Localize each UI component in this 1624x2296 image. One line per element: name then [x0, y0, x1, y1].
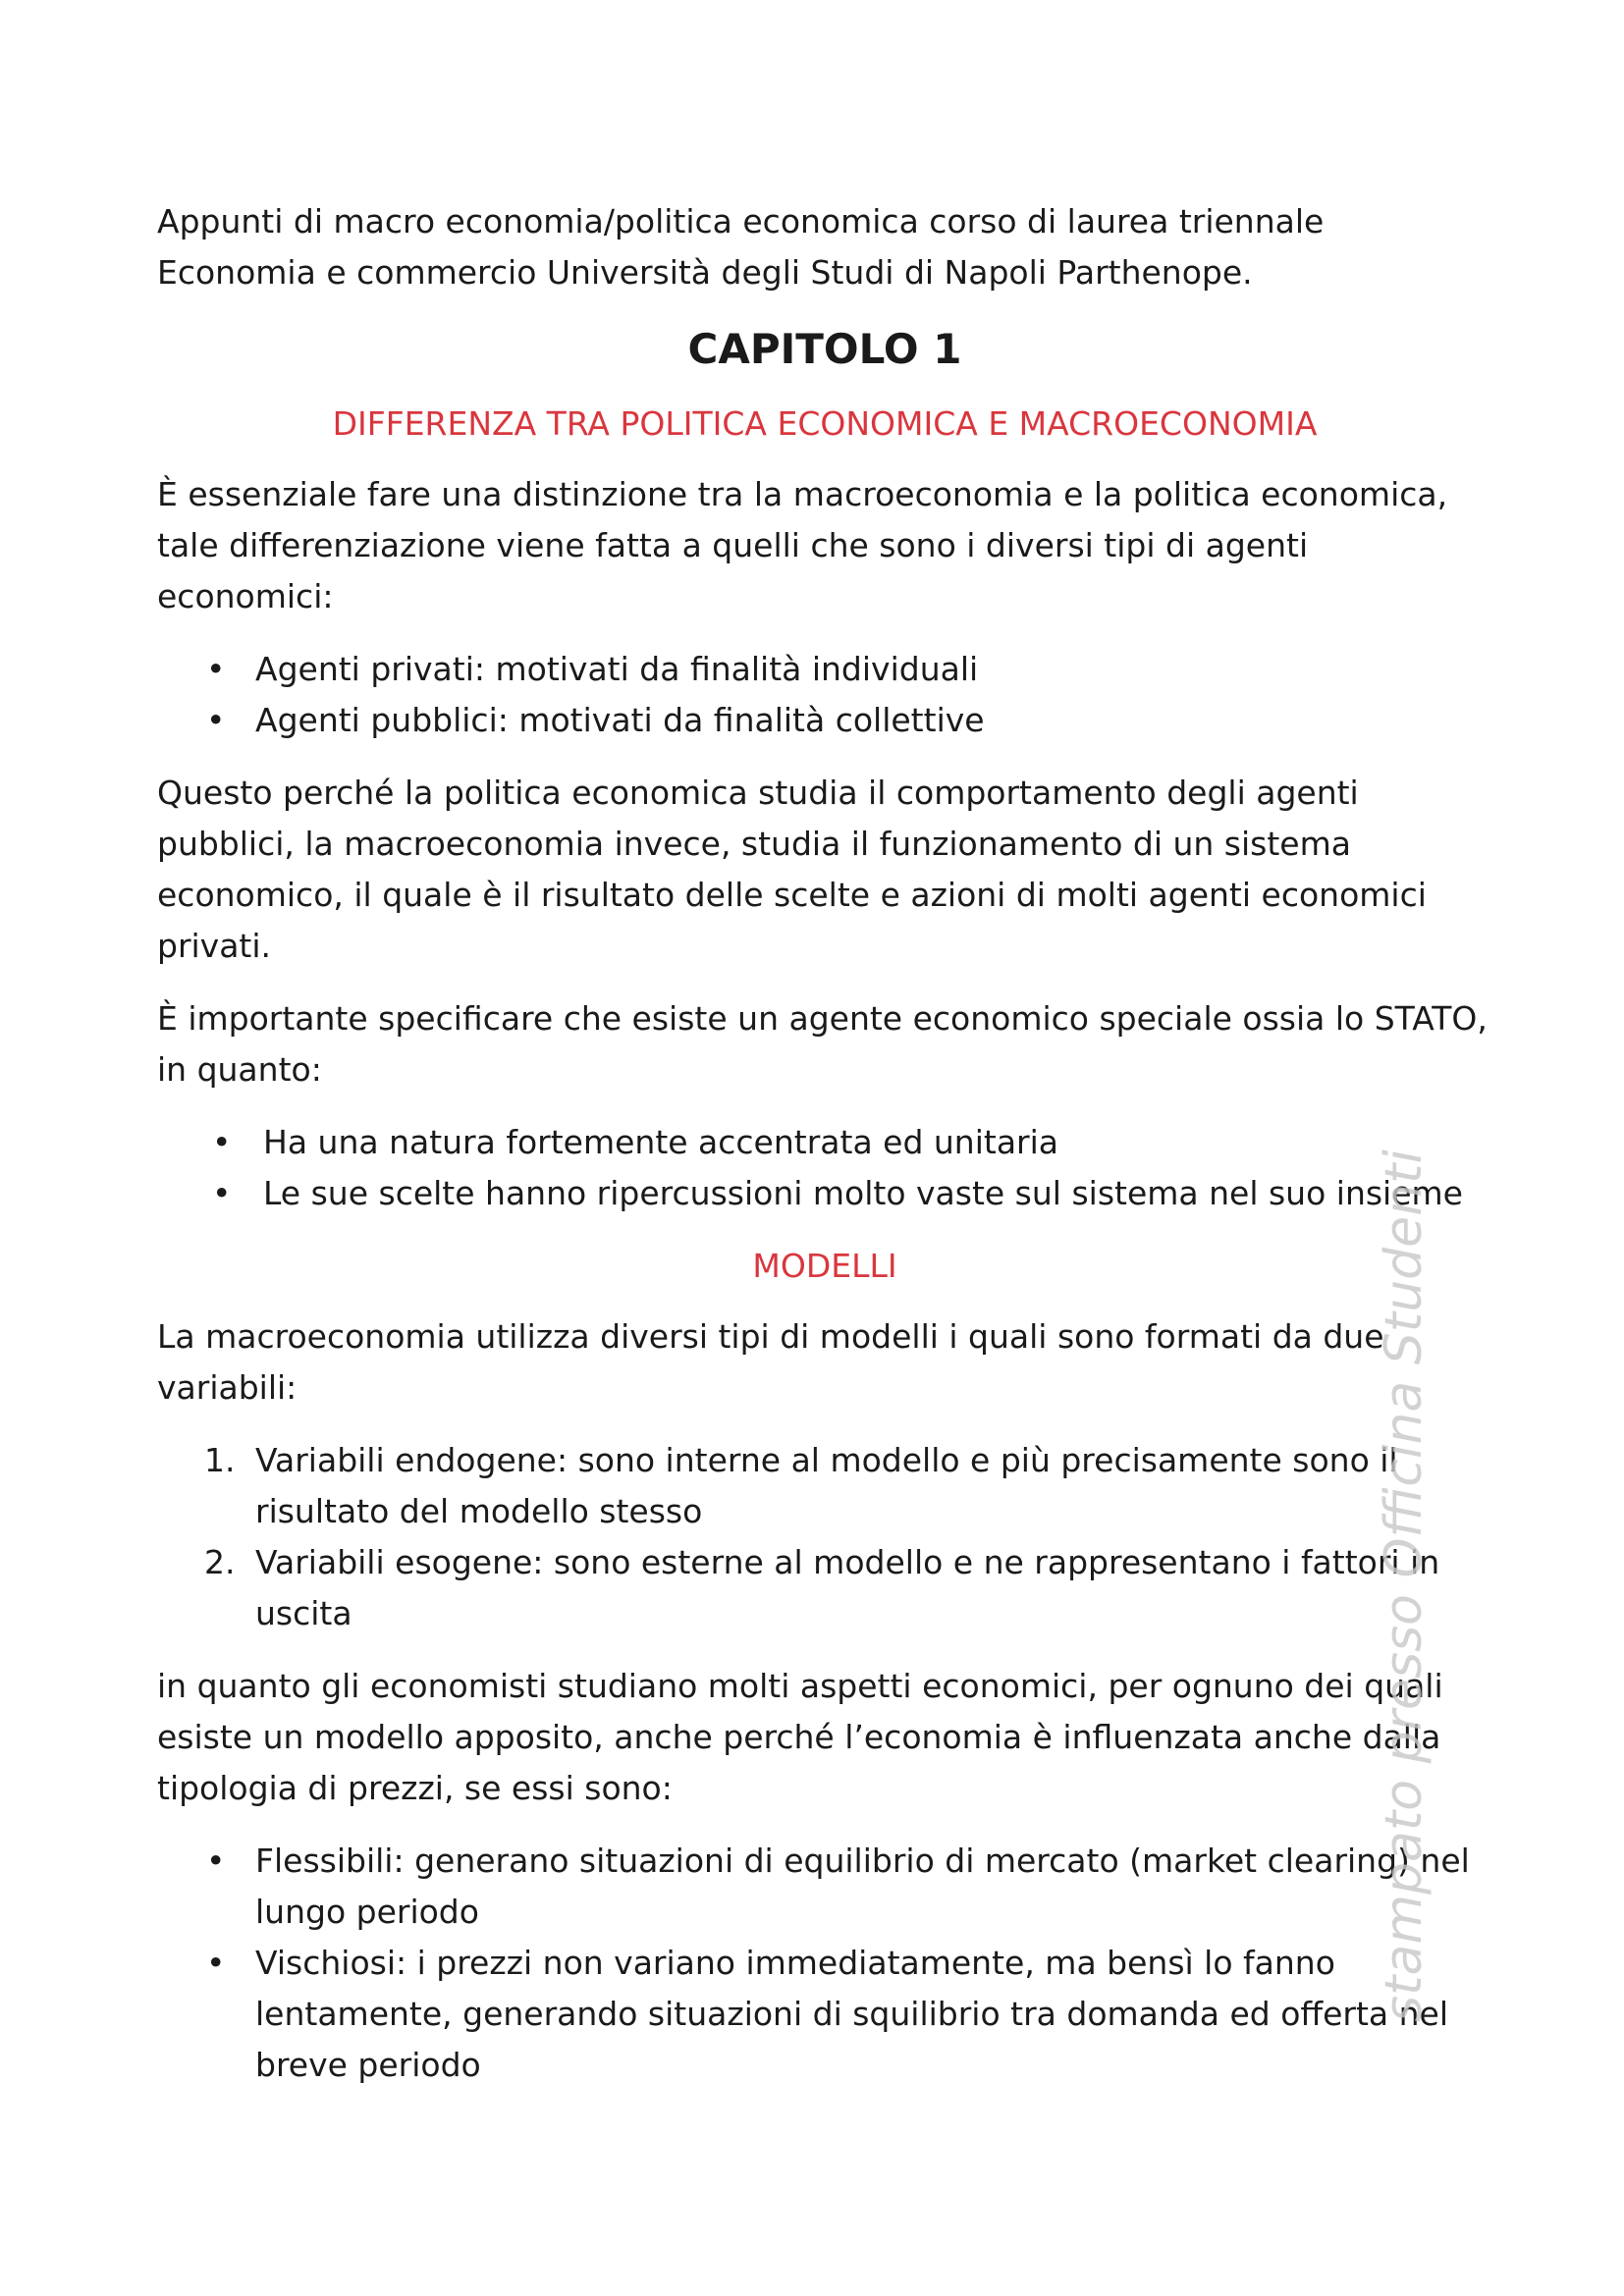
list-number: 1. [204, 1441, 236, 1479]
chapter-title: CAPITOLO 1 [687, 325, 962, 373]
list-item: 2. Variabili esogene: sono esterne al modello e ne rappresentano i fattori in uscita [157, 1537, 1492, 1639]
section-title-differenza: DIFFERENZA TRA POLITICA ECONOMICA E MACROECONOMIA [332, 404, 1318, 443]
list-item: • Ha una natura fortemente accentrata ed unitaria [157, 1117, 1492, 1168]
bullet-list-prezzi [157, 1836, 1492, 2091]
paragraph-stato: È importante specificare che esiste un agente economico speciale ossia lo STATO, in quanto: [157, 999, 1488, 1089]
paragraph-economisti: in quanto gli economisti studiano molti aspetti economici, per ognuno dei quali esiste un modello apposito, anche perché l’economia è influenzata anche dalla tipologia di prezzi, se essi sono: [157, 1667, 1443, 1807]
document-page [157, 196, 1492, 2112]
list-number: 2. [204, 1543, 236, 1581]
bullet-icon: • [212, 1174, 232, 1212]
paragraph-distinzione: È essenziale fare una distinzione tra la macroeconomia e la politica economica, tale differenziazione viene fatta a quelli che sono i diversi tipi di agenti economici: [157, 475, 1448, 615]
list-item: • Vischiosi: i prezzi non variano immediatamente, ma bensì lo fanno lentamente, generando situazioni di squilibrio tra domanda ed offerta nel breve periodo [157, 1938, 1492, 2091]
list-item: 1. Variabili endogene: sono interne al modello e più precisamente sono il risultato del modello stesso [157, 1435, 1492, 1537]
watermark: stampato presso Officina Studenti [1375, 1149, 1434, 2022]
list-item: • Agenti pubblici: motivati da finalità collettive [157, 695, 1492, 746]
intro-paragraph: Appunti di macro economia/politica economica corso di laurea triennale Economia e commercio Università degli Studi di Napoli Parthenope. [157, 202, 1325, 292]
bullet-list-stato [157, 1117, 1492, 1219]
bullet-icon: • [212, 1123, 232, 1161]
paragraph-modelli: La macroeconomia utilizza diversi tipi di modelli i quali sono formati da due variabili: [157, 1317, 1384, 1407]
numbered-list-variabili [157, 1435, 1492, 1639]
bullet-icon: • [206, 701, 226, 739]
list-item: • Flessibili: generano situazioni di equilibrio di mercato (market clearing) nel lungo periodo [157, 1836, 1492, 1938]
bullet-icon: • [206, 1842, 226, 1880]
bullet-list-agenti [157, 644, 1492, 746]
list-item: • Le sue scelte hanno ripercussioni molto vaste sul sistema nel suo insieme [157, 1168, 1492, 1219]
section-title-modelli: MODELLI [752, 1247, 897, 1285]
paragraph-questo: Questo perché la politica economica studia il comportamento degli agenti pubblici, la macroeconomia invece, studia il funzionamento di un sistema economico, il quale è il risultato delle scelte e azioni di molti agenti economici privati. [157, 774, 1427, 965]
bullet-icon: • [206, 650, 226, 688]
bullet-icon: • [206, 1944, 226, 1982]
list-item: • Agenti privati: motivati da finalità individuali [157, 644, 1492, 695]
